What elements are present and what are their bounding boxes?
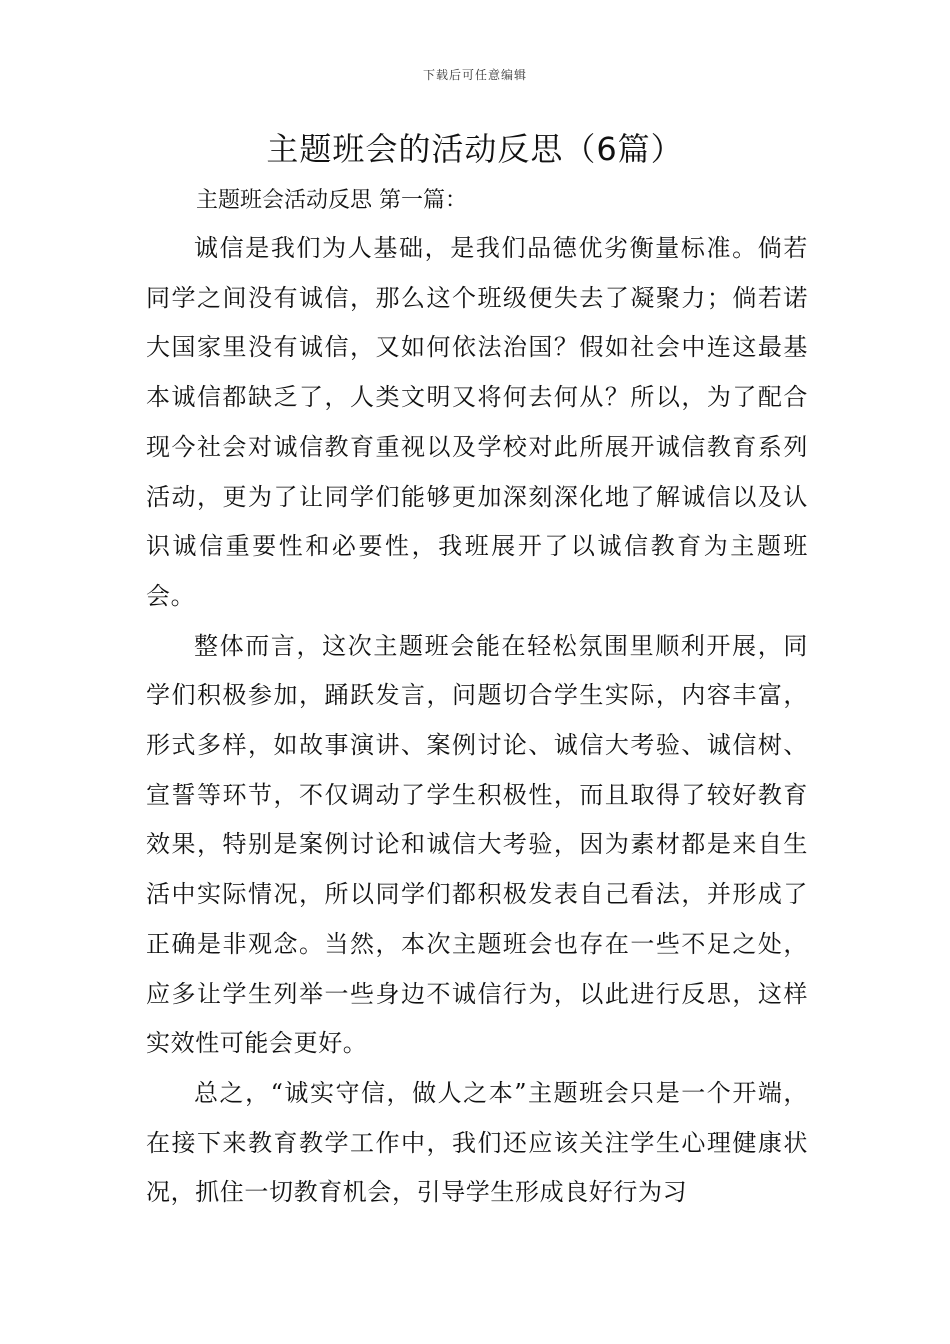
page-title: 主题班会的活动反思（6篇） [266, 130, 684, 168]
paragraph-3: 总之，“诚实守信，做人之本”主题班会只是一个开端，在接下来教育教学工作中，我们还应该关注学生心理健康状况，抓住一切教育机会，引导学生形成良好行为习 [146, 1078, 808, 1207]
paragraph-2: 整体而言，这次主题班会能在轻松氛围里顺利开展，同学们积极参加，踊跃发言，问题切合学生实际，内容丰富，形式多样，如故事演讲、案例讨论、诚信大考验、诚信树、宣誓等环节，不仅调动了学生积极性，而且取得了较好教育效果，特别是案例讨论和诚信大考验，因为素材都是来自生活中实际情况，所以同学们都积极发表自己看法，并形成了正确是非观念。当然，本次主题班会也存在一些不足之处，应多让学生列举一些身边不诚信行为，以此进行反思，这样实效性可能会更好。 [146, 631, 808, 1058]
section-subtitle: 主题班会活动反思 第一篇： [196, 188, 467, 213]
paragraph-1: 诚信是我们为人基础，是我们品德优劣衡量标准。倘若同学之间没有诚信，那么这个班级便失去了凝聚力；倘若诺大国家里没有诚信，又如何依法治国？假如社会中连这最基本诚信都缺乏了，人类文明又将何去何从？所以，为了配合现今社会对诚信教育重视以及学校对此所展开诚信教育系列活动，更为了让同学们能够更加深刻深化地了解诚信以及认识诚信重要性和必要性，我班展开了以诚信教育为主题班会。 [146, 234, 808, 610]
header-note: 下载后可任意编辑 [422, 68, 527, 82]
document-body [146, 224, 808, 1218]
